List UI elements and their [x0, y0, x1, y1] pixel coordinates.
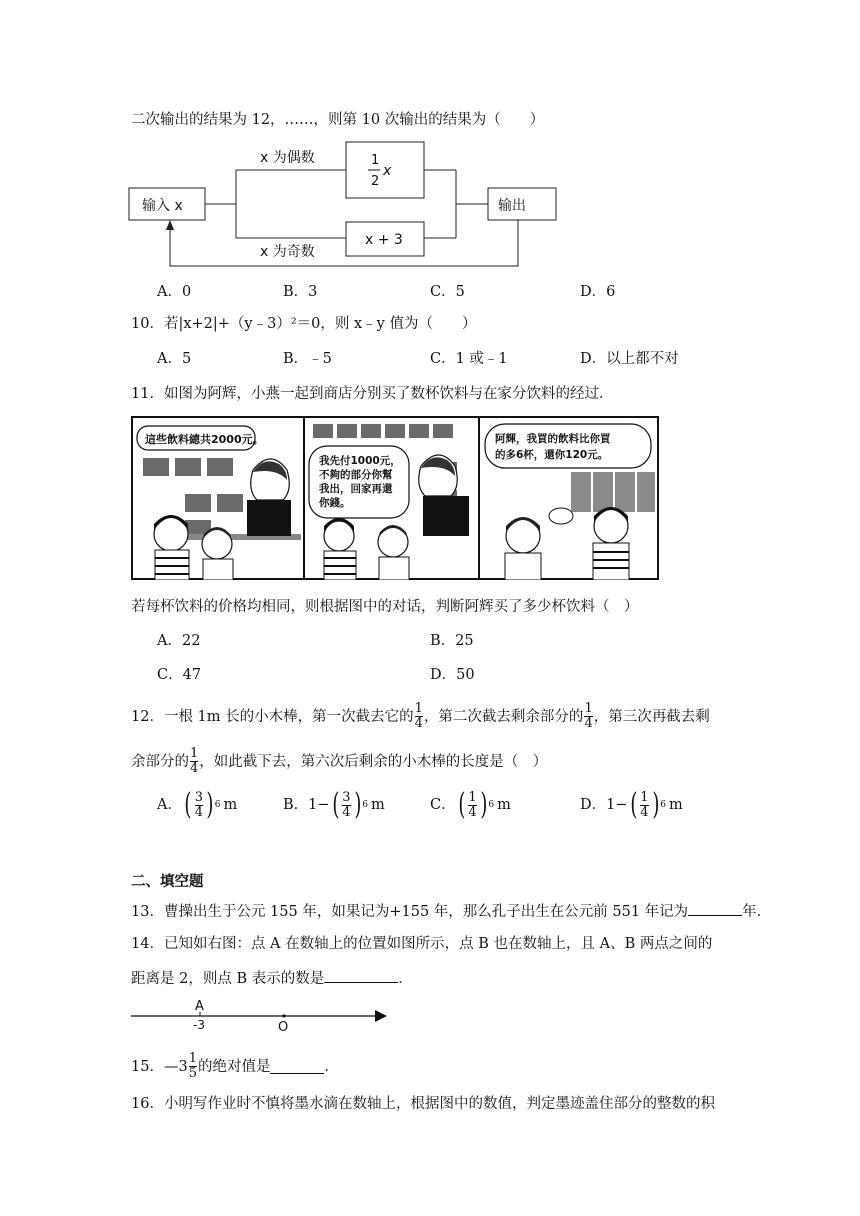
q12-line-1-b: ，第二次截去剩余部分的 — [423, 708, 584, 725]
q10-option-c: C．1 或﹣1 — [430, 351, 508, 367]
q12-option-b: B． 1− ( $\frac{3}{4}$ ) 6 m — [283, 787, 385, 822]
q12-line-1-c: ，第三次再截去剩 — [593, 708, 710, 725]
q10-option-d: D．以上都不对 — [580, 351, 679, 367]
origin-label: O — [278, 1020, 289, 1035]
q12-option-c: C． ( $\frac{1}{4}$ ) 6 m — [430, 787, 511, 822]
q10-text: 10．若|x+2|+（y﹣3）²＝0，则 x﹣y 值为（ ） — [131, 316, 477, 332]
comic-bubble-2-line-4: 你錢。 — [319, 497, 351, 509]
q13-text: 13．曹操出生于公元 155 年，如果记为+155 年，那么孔子出生在公元前 551 年记为 — [131, 904, 689, 920]
point-a-value: -3 — [193, 1018, 205, 1032]
q10-option-b: B．﹣5 — [283, 351, 332, 367]
section-title: 二、填空题 — [131, 874, 204, 890]
q16-text: 16．小明写作业时不慎将墨水滴在数轴上，根据图中的数值，判定墨迹盖住部分的整数的积 — [131, 1096, 715, 1112]
flow-even-op-var: x — [383, 163, 392, 179]
fraction-one-quarter: $\frac{1}{4}$ — [190, 746, 199, 776]
q12-option-a: A． ( $\frac{3}{4}$ ) 6 m — [157, 787, 238, 822]
comic-bubble-1: 這些飲料總共2000元。 — [145, 433, 264, 446]
q11-question: 若每杯饮料的价格均相同，则根据图中的对话，判断阿辉买了多少杯饮料（ ） — [131, 599, 639, 615]
q12-line-1 — [131, 702, 710, 731]
q14-line-1: 14．已知如右图：点 A 在数轴上的位置如图所示，点 B 也在数轴上，且 A、B 两点之间的 — [131, 936, 713, 952]
comic-bubble-3-line-2: 的多6杯，還你120元。 — [495, 449, 609, 461]
flowchart — [128, 140, 568, 272]
q10-option-a: A．5 — [157, 351, 192, 367]
flow-even-op-den: 2 — [371, 174, 380, 189]
number-line — [131, 996, 393, 1036]
q15-suffix: ． — [324, 1058, 339, 1075]
q12-line-2-b: ，如此截下去，第六次后剩余的小木棒的长度是（ ） — [199, 753, 548, 770]
comic-strip — [131, 416, 659, 580]
answer-blank[interactable] — [270, 1059, 324, 1074]
q9-option-b: B．3 — [283, 284, 318, 300]
fraction-one-fifth: $\frac{1}{5}$ — [188, 1051, 197, 1081]
q11-option-b: B．25 — [430, 633, 474, 649]
flow-even-op-num: 1 — [371, 153, 380, 168]
q15-prefix: 15．—3 — [131, 1058, 188, 1075]
q9-option-c: C．5 — [430, 284, 465, 300]
flow-odd-op: x + 3 — [365, 232, 403, 248]
arrow-right-icon — [375, 1010, 387, 1022]
fraction-one-quarter: $\frac{1}{4}$ — [414, 701, 423, 731]
q13-line — [131, 901, 771, 922]
comic-bubble-2-line-2: 不夠的部分你幫 — [319, 469, 393, 481]
q11-option-d: D．50 — [430, 667, 475, 683]
flow-feedback-line — [170, 220, 518, 266]
fraction-one-quarter: $\frac{1}{4}$ — [584, 701, 593, 731]
q9-option-d: D．6 — [580, 284, 616, 300]
q11-text: 11．如图为阿辉，小燕一起到商店分别买了数杯饮料与在家分饮料的经过． — [131, 386, 614, 402]
answer-blank[interactable] — [688, 901, 742, 916]
comic-bubble-3-line-1: 阿輝，我買的飲料比你買 — [495, 433, 611, 445]
q15-text: 的绝对值是 — [197, 1058, 271, 1075]
q13-suffix: 年． — [742, 904, 772, 920]
comic-bubble-2-line-1: 我先付1000元， — [319, 455, 401, 467]
q12-line-1-a: 12．一根 1m 长的小木棒，第一次截去它的 — [131, 708, 414, 725]
q12-option-d: D． 1− ( $\frac{1}{4}$ ) 6 m — [580, 787, 683, 822]
q12-line-2-a: 余部分的 — [131, 753, 189, 770]
q9-text: 二次输出的结果为 12，……，则第 10 次输出的结果为（ ） — [131, 112, 545, 128]
q14-line-2 — [131, 968, 413, 989]
q11-option-a: A．22 — [157, 633, 201, 649]
flow-input-label: 输入 x — [142, 198, 183, 214]
q12-line-2 — [131, 747, 547, 776]
answer-blank[interactable] — [324, 968, 398, 983]
q9-option-a: A．0 — [157, 284, 192, 300]
q14-line-2-a: 距离是 2，则点 B 表示的数是 — [131, 971, 325, 987]
arrowhead-icon — [166, 220, 174, 230]
comic-bubble-2-line-3: 我出，回家再還 — [319, 483, 393, 495]
flow-output-label: 输出 — [498, 198, 526, 214]
q11-option-c: C．47 — [157, 667, 202, 683]
q15-line — [131, 1052, 339, 1081]
q14-line-2-b: ． — [398, 971, 413, 987]
flow-odd-label: x 为奇数 — [260, 244, 315, 260]
point-a-label: A — [195, 999, 204, 1014]
flow-even-label: x 为偶数 — [260, 150, 315, 166]
